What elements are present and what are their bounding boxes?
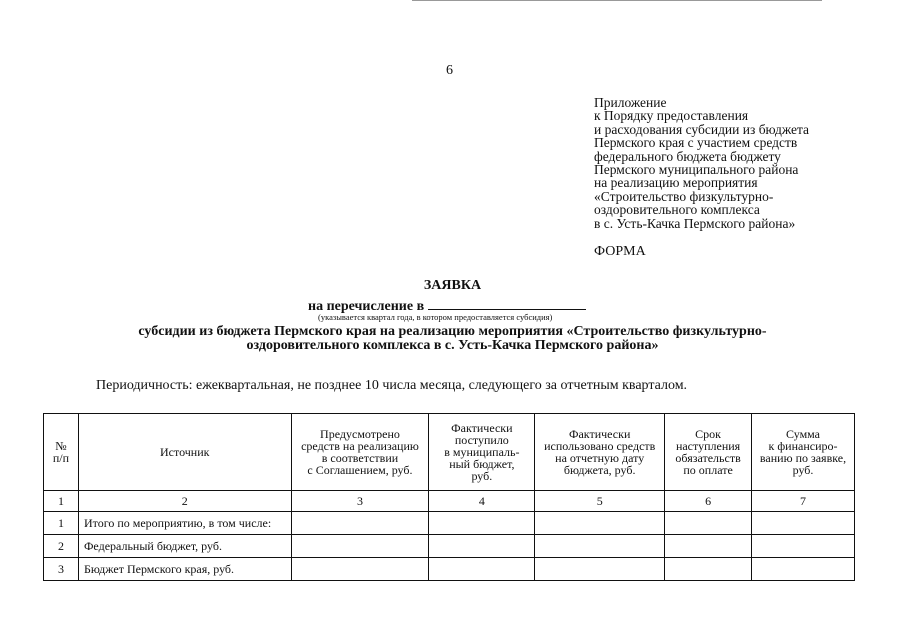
- column-number-cell: 4: [429, 491, 535, 512]
- row-source-cell: Федеральный бюджет, руб.: [78, 535, 291, 558]
- column-number-cell: 7: [752, 491, 855, 512]
- request-table: [43, 413, 855, 581]
- transfer-label: на перечисление в: [308, 299, 425, 314]
- subsidy-line: субсидии из бюджета Пермского края на реализацию мероприятия «Строительство физкультурно-: [138, 324, 767, 339]
- row-source-cell: Бюджет Пермского края, руб.: [78, 558, 291, 581]
- appendix-line: «Строительство физкультурно-: [594, 188, 774, 204]
- column-number-cell: 5: [535, 491, 665, 512]
- row-source-cell: Итого по мероприятию, в том числе:: [78, 512, 291, 535]
- table-row: [44, 558, 855, 581]
- table-header-row: [44, 414, 855, 491]
- subsidy-line: оздоровительного комплекса в с. Усть-Качка Пермского района»: [246, 338, 659, 353]
- empty-value-cell[interactable]: [665, 535, 752, 558]
- header-cell-source: Источник: [78, 414, 291, 491]
- header-cell-deadline: Срок наступления обязательств по оплате: [665, 414, 752, 491]
- appendix-line: оздоровительного комплекса: [594, 202, 760, 218]
- appendix-block: [594, 96, 894, 230]
- appendix-line: Пермского края с участием средств: [594, 135, 798, 151]
- header-cell-number: № п/п: [44, 414, 79, 491]
- row-number-cell: 1: [44, 512, 79, 535]
- empty-value-cell[interactable]: [752, 535, 855, 558]
- periodicity-text: Периодичность: ежеквартальная, не позднее 10 числа месяца, следующего за отчетным кварталом.: [96, 378, 688, 393]
- empty-value-cell[interactable]: [535, 558, 665, 581]
- page-number: 6: [446, 63, 453, 78]
- header-cell-amount: Сумма к финансиро- ванию по заявке, руб.: [752, 414, 855, 491]
- empty-value-cell[interactable]: [665, 512, 752, 535]
- row-number-cell: 3: [44, 558, 79, 581]
- empty-value-cell[interactable]: [535, 535, 665, 558]
- quarter-blank-field[interactable]: [428, 297, 586, 310]
- document-title: ЗАЯВКА: [423, 278, 482, 293]
- header-cell-received: Фактически поступило в муниципаль- ный бюджет, руб.: [429, 414, 535, 491]
- empty-value-cell[interactable]: [429, 558, 535, 581]
- empty-value-cell[interactable]: [429, 512, 535, 535]
- header-cell-planned: Предусмотрено средств на реализацию в соответствии с Соглашением, руб.: [291, 414, 429, 491]
- appendix-line: в с. Усть-Качка Пермского района»: [594, 215, 796, 231]
- empty-value-cell[interactable]: [291, 512, 429, 535]
- subsidy-description: [0, 325, 905, 353]
- column-number-cell: 6: [665, 491, 752, 512]
- table-row: [44, 512, 855, 535]
- appendix-line: Приложение: [594, 95, 667, 110]
- empty-value-cell[interactable]: [665, 558, 752, 581]
- empty-value-cell[interactable]: [291, 558, 429, 581]
- row-number-cell: 2: [44, 535, 79, 558]
- empty-value-cell[interactable]: [429, 535, 535, 558]
- appendix-line: и расходования субсидии из бюджета: [594, 121, 810, 137]
- form-label: ФОРМА: [594, 244, 646, 259]
- empty-value-cell[interactable]: [535, 512, 665, 535]
- column-number-row: [44, 491, 855, 512]
- table-row: [44, 535, 855, 558]
- empty-value-cell[interactable]: [752, 558, 855, 581]
- header-cell-used: Фактически использовано средств на отчетную дату бюджета, руб.: [535, 414, 665, 491]
- column-number-cell: 1: [44, 491, 79, 512]
- column-number-cell: 2: [78, 491, 291, 512]
- top-border-line: [412, 0, 822, 1]
- appendix-line: Пермского муниципального района: [594, 162, 799, 178]
- column-number-cell: 3: [291, 491, 429, 512]
- empty-value-cell[interactable]: [752, 512, 855, 535]
- empty-value-cell[interactable]: [291, 535, 429, 558]
- appendix-line: к Порядку предоставления: [594, 108, 749, 124]
- appendix-line: на реализацию мероприятия: [594, 175, 758, 191]
- appendix-line: федерального бюджета бюджету: [594, 148, 781, 164]
- transfer-hint: (указывается квартал года, в котором предоставляется субсидия): [318, 312, 553, 322]
